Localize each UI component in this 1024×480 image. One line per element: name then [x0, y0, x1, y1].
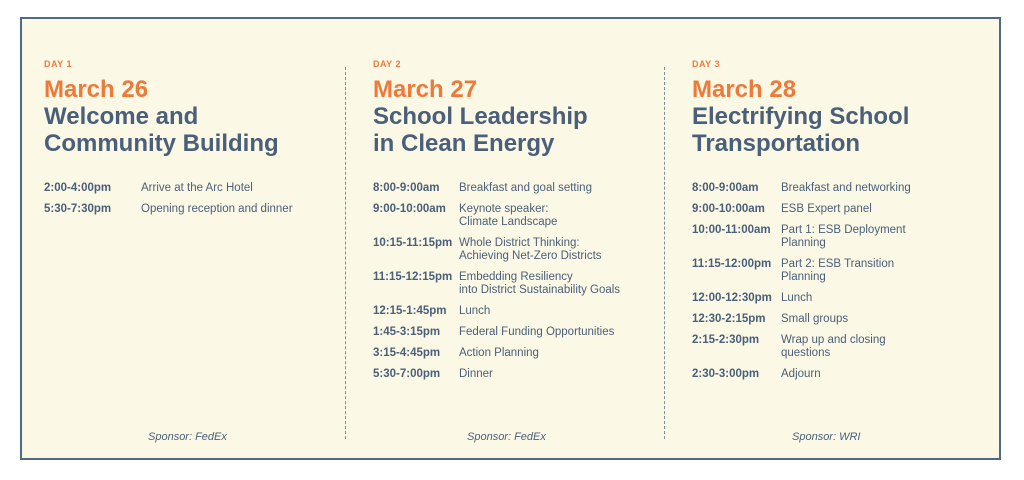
column-divider: [345, 67, 346, 439]
day-title-line: Transportation: [692, 130, 861, 157]
schedule-description: [781, 224, 906, 250]
schedule-time: 5:30-7:30pm: [44, 203, 112, 215]
schedule-description-line: Opening reception and dinner: [141, 203, 293, 215]
schedule-description-line: questions: [781, 347, 831, 359]
schedule-time: 2:15-2:30pm: [692, 334, 760, 346]
schedule-description: [781, 313, 848, 326]
schedule-time: 12:30-2:15pm: [692, 313, 766, 325]
schedule-description-line: Arrive at the Arc Hotel: [141, 182, 253, 194]
schedule-description: [781, 292, 812, 305]
schedule-time: 8:00-9:00am: [692, 182, 759, 194]
schedule-description-line: Embedding Resiliency: [459, 271, 573, 283]
schedule-item: [692, 334, 992, 360]
schedule-description-line: Keynote speaker:: [459, 203, 549, 215]
schedule-list: [44, 182, 334, 216]
schedule-description-line: Climate Landscape: [459, 216, 558, 228]
schedule-time: 2:00-4:00pm: [44, 182, 112, 194]
schedule-item: [692, 258, 992, 284]
schedule-list: [373, 182, 663, 381]
schedule-description-line: Whole District Thinking:: [459, 237, 580, 249]
schedule-item: [692, 313, 992, 326]
schedule-time: 10:15-11:15pm: [373, 237, 453, 249]
agenda-panel: [20, 17, 1001, 460]
schedule-item: [373, 347, 663, 360]
schedule-time: 9:00-10:00am: [692, 203, 765, 215]
schedule-description-line: Breakfast and goal setting: [459, 182, 592, 194]
day-title-line: in Clean Energy: [373, 130, 555, 157]
schedule-description: [459, 271, 620, 297]
day-title: [44, 103, 334, 157]
schedule-description: [459, 182, 592, 195]
day-title-line: Electrifying School: [692, 103, 910, 130]
schedule-description-line: Federal Funding Opportunities: [459, 326, 615, 338]
schedule-time: 8:00-9:00am: [373, 182, 440, 194]
day-label: DAY 3: [692, 59, 721, 69]
schedule-description: [781, 334, 886, 360]
day-title: [373, 103, 663, 157]
day-column: [692, 59, 992, 389]
schedule-description-line: Action Planning: [459, 347, 539, 359]
schedule-item: [692, 203, 992, 216]
schedule-description: [781, 368, 821, 381]
schedule-item: [373, 326, 663, 339]
schedule-time: 2:30-3:00pm: [692, 368, 760, 380]
schedule-item: [692, 182, 992, 195]
schedule-description-line: Planning: [781, 271, 826, 283]
schedule-item: [373, 237, 663, 263]
schedule-time: 5:30-7:00pm: [373, 368, 441, 380]
schedule-description: [141, 203, 293, 216]
schedule-description: [781, 258, 894, 284]
day-date: March 27: [373, 76, 478, 103]
schedule-time: 11:15-12:00pm: [692, 258, 772, 270]
schedule-item: [692, 368, 992, 381]
schedule-item: [44, 203, 334, 216]
schedule-time: 11:15-12:15pm: [373, 271, 453, 283]
day-label: DAY 2: [373, 59, 402, 69]
schedule-description-line: Small groups: [781, 313, 849, 325]
schedule-description-line: into District Sustainability Goals: [459, 284, 621, 296]
day-title: [692, 103, 992, 157]
schedule-description-line: Part 2: ESB Transition: [781, 258, 895, 270]
schedule-item: [373, 305, 663, 318]
schedule-time: 1:45-3:15pm: [373, 326, 441, 338]
column-divider: [664, 67, 665, 439]
day-title-line: Community Building: [44, 130, 279, 157]
schedule-item: [692, 224, 992, 250]
schedule-description-line: Dinner: [459, 368, 493, 380]
schedule-item: [373, 368, 663, 381]
sponsor-note: Sponsor: WRI: [792, 431, 861, 443]
schedule-description-line: Planning: [781, 237, 826, 249]
schedule-description-line: Wrap up and closing: [781, 334, 886, 346]
schedule-description: [459, 347, 539, 360]
schedule-description-line: Achieving Net-Zero Districts: [459, 250, 602, 262]
schedule-description-line: Lunch: [781, 292, 813, 304]
schedule-item: [373, 182, 663, 195]
schedule-description: [459, 326, 614, 339]
day-date: March 28: [692, 76, 797, 103]
schedule-description-line: ESB Expert panel: [781, 203, 872, 215]
schedule-description: [781, 182, 911, 195]
schedule-time: 12:00-12:30pm: [692, 292, 772, 304]
day-date: March 26: [44, 76, 149, 103]
schedule-description-line: Adjourn: [781, 368, 821, 380]
schedule-description: [459, 368, 493, 381]
schedule-time: 12:15-1:45pm: [373, 305, 447, 317]
schedule-item: [373, 271, 663, 297]
schedule-description-line: Lunch: [459, 305, 491, 317]
schedule-description: [459, 305, 490, 318]
schedule-description: [459, 237, 602, 263]
schedule-description-line: Breakfast and networking: [781, 182, 911, 194]
schedule-description: [459, 203, 557, 229]
schedule-item: [44, 182, 334, 195]
day-title-line: Welcome and: [44, 103, 199, 130]
schedule-time: 9:00-10:00am: [373, 203, 446, 215]
schedule-description: [141, 182, 253, 195]
schedule-item: [373, 203, 663, 229]
day-title-line: School Leadership: [373, 103, 588, 130]
day-column: [373, 59, 663, 389]
schedule-description-line: Part 1: ESB Deployment: [781, 224, 906, 236]
schedule-description: [781, 203, 872, 216]
day-column: [44, 59, 334, 224]
schedule-time: 10:00-11:00am: [692, 224, 771, 236]
schedule-time: 3:15-4:45pm: [373, 347, 441, 359]
schedule-list: [692, 182, 992, 381]
sponsor-note: Sponsor: FedEx: [467, 431, 546, 443]
day-label: DAY 1: [44, 59, 73, 69]
sponsor-note: Sponsor: FedEx: [148, 431, 227, 443]
schedule-item: [692, 292, 992, 305]
